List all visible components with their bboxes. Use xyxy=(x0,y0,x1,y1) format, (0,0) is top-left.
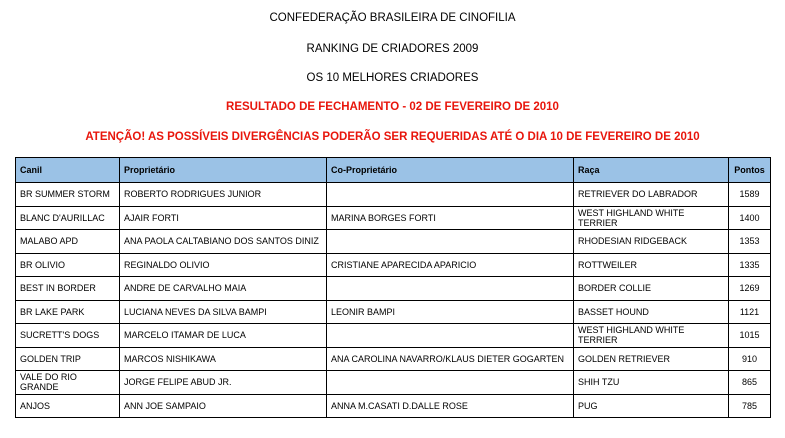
table-row xyxy=(16,347,771,371)
canil-cell: BEST IN BORDER xyxy=(16,277,120,301)
co-proprietario-cell xyxy=(327,371,574,395)
raca-cell: GOLDEN RETRIEVER xyxy=(574,347,729,371)
column-header-proprietario: Proprietário xyxy=(120,158,327,183)
table-row xyxy=(16,206,771,230)
co-proprietario-cell: MARINA BORGES FORTI xyxy=(327,206,574,230)
raca-cell: RETRIEVER DO LABRADOR xyxy=(574,183,729,207)
canil-cell: BR SUMMER STORM xyxy=(16,183,120,207)
ranking-title: RANKING DE CRIADORES 2009 xyxy=(306,43,479,55)
raca-cell: PUG xyxy=(574,394,729,418)
canil-cell: BR LAKE PARK xyxy=(16,300,120,324)
proprietario-cell: AJAIR FORTI xyxy=(120,206,327,230)
canil-cell: ANJOS xyxy=(16,394,120,418)
canil-cell: MALABO APD xyxy=(16,230,120,254)
table-body xyxy=(16,183,771,418)
pontos-cell: 1589 xyxy=(729,183,771,207)
canil-cell: GOLDEN TRIP xyxy=(16,347,120,371)
raca-cell: WEST HIGHLAND WHITE TERRIER xyxy=(574,324,729,348)
table-row xyxy=(16,324,771,348)
pontos-cell: 1015 xyxy=(729,324,771,348)
pontos-cell: 910 xyxy=(729,347,771,371)
table-row xyxy=(16,253,771,277)
ranking-subtitle: OS 10 MELHORES CRIADORES xyxy=(306,72,479,84)
co-proprietario-cell: ANA CAROLINA NAVARRO/KLAUS DIETER GOGARTEN xyxy=(327,347,574,371)
proprietario-cell: MARCELO ITAMAR DE LUCA xyxy=(120,324,327,348)
co-proprietario-cell: ANNA M.CASATI D.DALLE ROSE xyxy=(327,394,574,418)
canil-cell: BLANC D'AURILLAC xyxy=(16,206,120,230)
proprietario-cell: REGINALDO OLIVIO xyxy=(120,253,327,277)
raca-cell: WEST HIGHLAND WHITE TERRIER xyxy=(574,206,729,230)
pontos-cell: 1400 xyxy=(729,206,771,230)
raca-cell: SHIH TZU xyxy=(574,371,729,395)
table-row xyxy=(16,394,771,418)
column-header-canil: Canil xyxy=(16,158,120,183)
raca-cell: BASSET HOUND xyxy=(574,300,729,324)
organization-name: CONFEDERAÇÃO BRASILEIRA DE CINOFILIA xyxy=(269,12,516,24)
result-date-notice: RESULTADO DE FECHAMENTO - 02 DE FEVEREIRO DE 2010 xyxy=(226,101,559,113)
proprietario-cell: ROBERTO RODRIGUES JUNIOR xyxy=(120,183,327,207)
co-proprietario-cell: LEONIR BAMPI xyxy=(327,300,574,324)
co-proprietario-cell xyxy=(327,183,574,207)
ranking-table xyxy=(15,157,771,418)
proprietario-cell: LUCIANA NEVES DA SILVA BAMPI xyxy=(120,300,327,324)
column-header-raca: Raça xyxy=(574,158,729,183)
co-proprietario-cell xyxy=(327,277,574,301)
pontos-cell: 865 xyxy=(729,371,771,395)
raca-cell: BORDER COLLIE xyxy=(574,277,729,301)
raca-cell: RHODESIAN RIDGEBACK xyxy=(574,230,729,254)
canil-cell: SUCRETT'S DOGS xyxy=(16,324,120,348)
proprietario-cell: ANA PAOLA CALTABIANO DOS SANTOS DINIZ xyxy=(120,230,327,254)
co-proprietario-cell xyxy=(327,230,574,254)
table-header-row xyxy=(16,158,771,183)
pontos-cell: 1121 xyxy=(729,300,771,324)
table-row xyxy=(16,230,771,254)
pontos-cell: 1335 xyxy=(729,253,771,277)
pontos-cell: 785 xyxy=(729,394,771,418)
canil-cell: BR OLIVIO xyxy=(16,253,120,277)
table-row xyxy=(16,183,771,207)
co-proprietario-cell: CRISTIANE APARECIDA APARICIO xyxy=(327,253,574,277)
co-proprietario-cell xyxy=(327,324,574,348)
column-header-co-proprietario: Co-Proprietário xyxy=(327,158,574,183)
proprietario-cell: ANDRE DE CARVALHO MAIA xyxy=(120,277,327,301)
proprietario-cell: MARCOS NISHIKAWA xyxy=(120,347,327,371)
canil-cell: VALE DO RIO GRANDE xyxy=(16,371,120,395)
table-row xyxy=(16,371,771,395)
table-row xyxy=(16,300,771,324)
pontos-cell: 1353 xyxy=(729,230,771,254)
column-header-pontos: Pontos xyxy=(729,158,771,183)
proprietario-cell: ANN JOE SAMPAIO xyxy=(120,394,327,418)
raca-cell: ROTTWEILER xyxy=(574,253,729,277)
proprietario-cell: JORGE FELIPE ABUD JR. xyxy=(120,371,327,395)
table-row xyxy=(16,277,771,301)
divergence-warning: ATENÇÃO! AS POSSÍVEIS DIVERGÊNCIAS PODERÃO SER REQUERIDAS ATÉ O DIA 10 DE FEVEREIRO DE 2010 xyxy=(85,131,700,143)
pontos-cell: 1269 xyxy=(729,277,771,301)
